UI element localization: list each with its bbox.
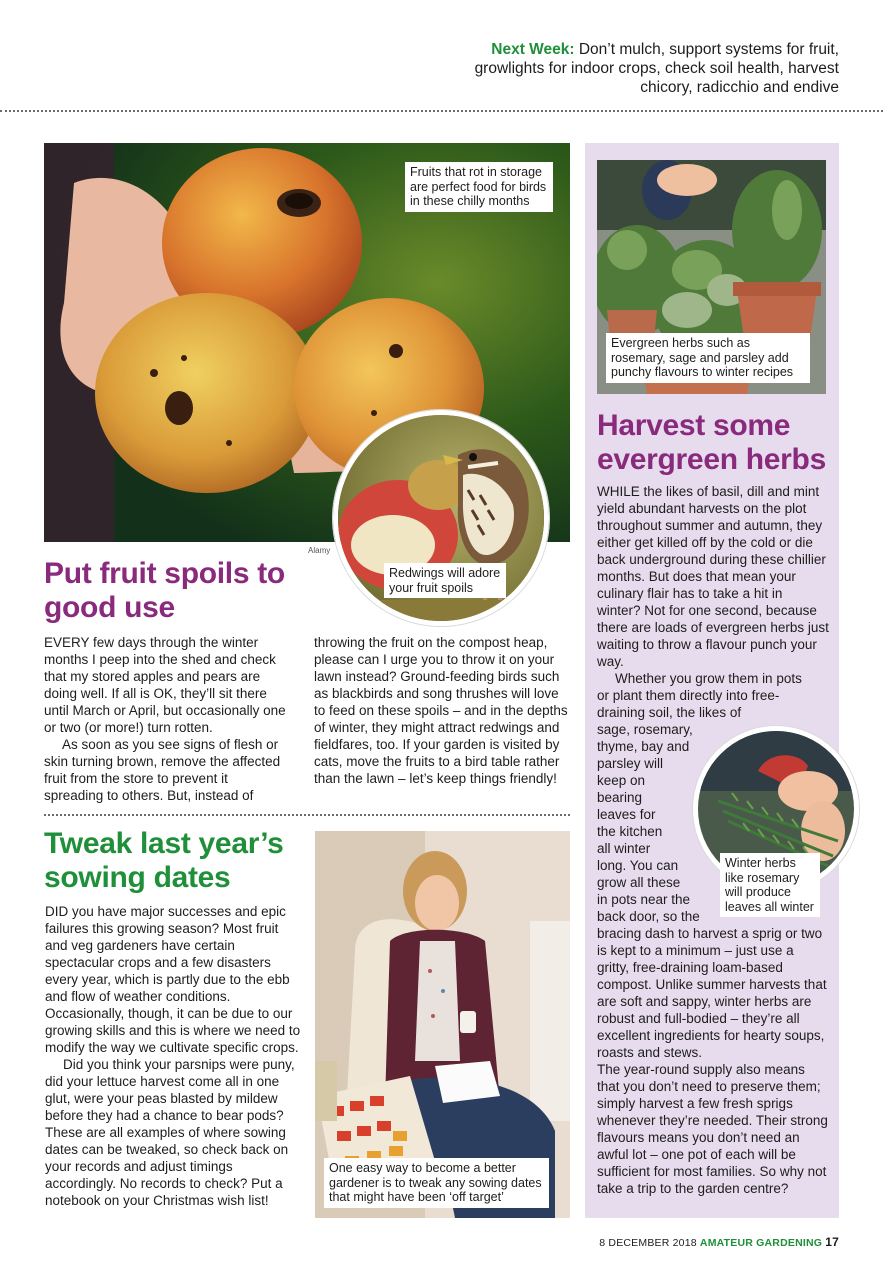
fruit-spoils-column-1 <box>44 634 289 804</box>
sowing-paragraph: Did you think your parsnips were puny, did your lettuce harvest come all in one glut, were your peas blasted by mildew before they had a chance to bear pods? These are all examples of where sowing dates can be tweaked, so check back on your records and adjust timings accordingly. No records to check? Put a notebook on your Christmas wish list! <box>45 1057 295 1208</box>
section-divider <box>44 814 570 816</box>
herbs-paragraph: bracing dash to harvest a sprig or two is kept to a minimum – just use a gritty, free-draining loam-based compost. Unlike summer harvests that are soft and sappy, winter herbs are robust and full-bodied – they’re all excellent ingredients for hearty soups, roasts and stews. <box>597 926 827 1060</box>
page-number: 17 <box>825 1235 839 1249</box>
herbs-wrapped-line: Whether you grow them in pots <box>615 671 802 686</box>
fruit-spoils-column-2 <box>314 634 570 787</box>
top-divider <box>0 110 883 112</box>
herbs-wrapped-line: sage, rosemary, <box>597 722 693 737</box>
fruit-spoils-paragraph: EVERY few days through the winter months I peep into the shed and check that my stored apples and pears are doing well. If all is OK, they’ll sit there until March or April, but occasionally one or two (or more!) turn rotten. <box>44 635 286 735</box>
herb-pots-caption: Evergreen herbs such as rosemary, sage and parsley add punchy flavours to winter recipes <box>606 333 810 383</box>
herbs-wrapped-line: all winter <box>597 841 651 856</box>
herbs-wrapped-line: bearing <box>597 790 643 805</box>
sowing-paragraph: DID you have major successes and epic failures this growing season? Most fruit and veg gardeners have certain spectacular crops and a few disasters every year, which is partly due to the ebb and flow of weather conditions. Occasionally, though, it can be due to our growing skills and this is where we need to modify the way we cultivate specific crops. <box>45 904 301 1055</box>
herbs-wrapped-line: back door, so the <box>597 909 700 924</box>
herbs-wrapped-line: grow all these <box>597 875 681 890</box>
sowing-dates-body <box>45 903 301 1209</box>
seed-catalogue-caption: One easy way to become a better gardener is to tweak any sowing dates that might have been ‘off target’ <box>324 1158 549 1208</box>
photo-credit: Alamy <box>308 546 331 555</box>
herbs-wrapped-line: thyme, bay and <box>597 739 690 754</box>
herbs-headline: Harvest some evergreen herbs <box>597 409 826 476</box>
herbs-wrapped-line: or plant them directly into free- <box>597 688 780 703</box>
herbs-wrapped-line: the kitchen <box>597 824 663 839</box>
herbs-wrapped-line: parsley will <box>597 756 664 771</box>
fruit-spoils-paragraph: As soon as you see signs of flesh or skin turning brown, remove the affected fruit from the store to prevent it spreading to others. But, instead of <box>44 737 281 803</box>
magazine-name: AMATEUR GARDENING <box>699 1237 823 1249</box>
herbs-wrapped-line: leaves for <box>597 807 656 822</box>
rosemary-caption: Winter herbs like rosemary will produce leaves all winter <box>720 853 820 917</box>
herbs-paragraph: The year-round supply also means that you don’t need to preserve them; simply harvest a few fresh sprigs whenever they’re needed. Their strong flavours means you don’t need an awful lot – one pot of each will be sufficient for most families. So why not take a trip to the garden centre? <box>597 1062 828 1196</box>
page-footer <box>599 1235 839 1249</box>
redwing-caption: Redwings will adore your fruit spoils <box>384 563 506 598</box>
next-week-label: Next Week: <box>491 41 575 58</box>
next-week-banner <box>419 40 839 97</box>
fruit-spoils-paragraph: throwing the fruit on the compost heap, please can I urge you to throw it on your lawn instead? Ground-feeding birds such as blackbirds and song thrushes will love to feed on these spoils – and in the depths of winter, they might attract redwings and fieldfares, too. If your garden is visited by cats, move the fruits to a bird table rather than the lawn – let’s keep things friendly! <box>314 635 568 786</box>
next-week-text: Don’t mulch, support systems for fruit, growlights for indoor crops, check soil health, harvest chicory, radicchio and endive <box>474 41 839 96</box>
issue-date: 8 DECEMBER 2018 <box>599 1237 697 1249</box>
fruit-spoils-headline: Put fruit spoils to good use <box>44 557 285 624</box>
herbs-wrapped-line: long. You can <box>597 858 679 873</box>
herbs-wrapped-line: draining soil, the likes of <box>597 705 742 720</box>
herbs-wrapped-line: keep on <box>597 773 646 788</box>
sowing-dates-headline: Tweak last year’s sowing dates <box>44 827 284 894</box>
herbs-wrapped-line: in pots near the <box>597 892 691 907</box>
apples-photo-caption: Fruits that rot in storage are perfect food for birds in these chilly months <box>405 162 553 212</box>
herbs-paragraph: WHILE the likes of basil, dill and mint yield abundant harvests on the plot throughout summer and autumn, they either get killed off by the cold or die back underground during these chillier months. But does that mean your culinary flair has to take a hit in winter? Not for one second, because there are loads of evergreen herbs just waiting to throw a flavour punch your way. <box>597 484 829 669</box>
